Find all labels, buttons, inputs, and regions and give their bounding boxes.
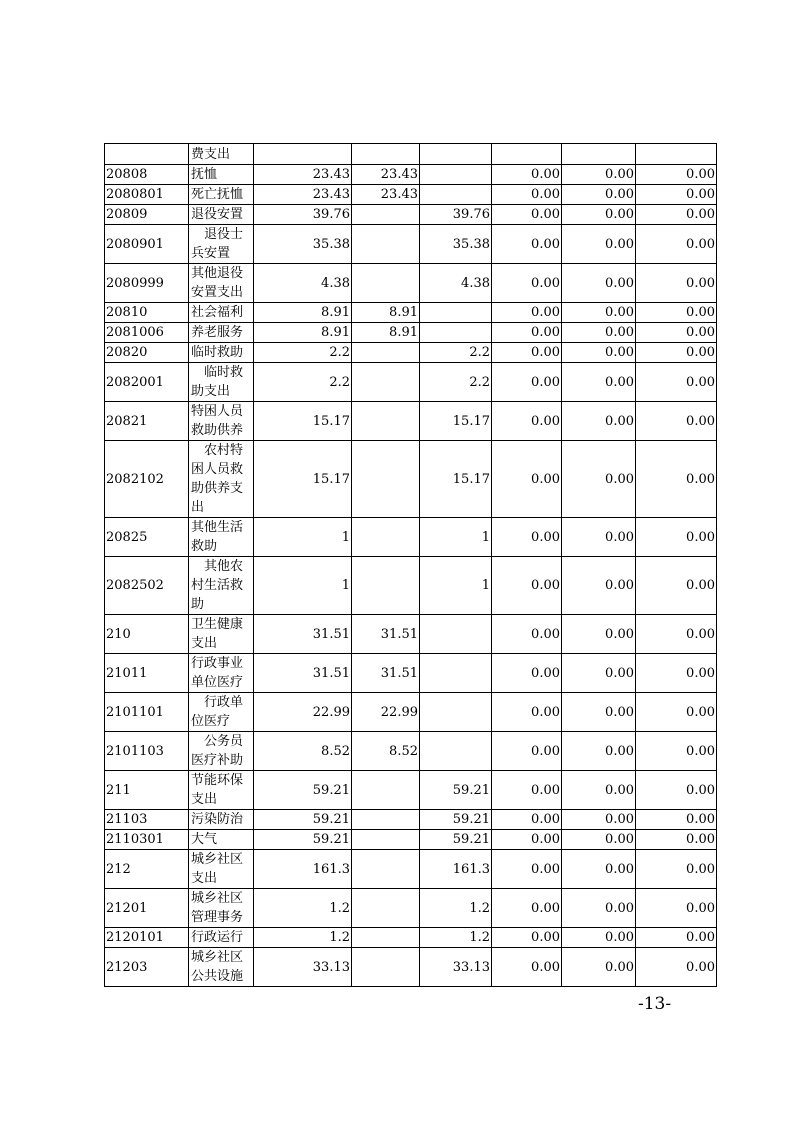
cell-col7: 0.00 bbox=[636, 363, 717, 402]
cell-basic bbox=[352, 264, 420, 303]
cell-code: 210 bbox=[105, 615, 189, 654]
cell-code: 21201 bbox=[105, 889, 189, 928]
cell-col5: 0.00 bbox=[492, 264, 562, 303]
cell-total: 2.2 bbox=[254, 343, 352, 363]
cell-total: 8.91 bbox=[254, 323, 352, 343]
cell-col5: 0.00 bbox=[492, 693, 562, 732]
cell-basic: 8.91 bbox=[352, 303, 420, 323]
cell-col6: 0.00 bbox=[562, 363, 636, 402]
cell-basic bbox=[352, 225, 420, 264]
cell-col7: 0.00 bbox=[636, 830, 717, 850]
cell-name: 退役安置 bbox=[189, 205, 254, 225]
cell-col7: 0.00 bbox=[636, 557, 717, 615]
cell-col5: 0.00 bbox=[492, 363, 562, 402]
cell-total: 22.99 bbox=[254, 693, 352, 732]
cell-col7: 0.00 bbox=[636, 889, 717, 928]
table-row bbox=[105, 165, 717, 185]
cell-code: 20825 bbox=[105, 518, 189, 557]
table-row bbox=[105, 185, 717, 205]
cell-basic bbox=[352, 889, 420, 928]
cell-name: 其他生活救助 bbox=[189, 518, 254, 557]
cell-basic bbox=[352, 363, 420, 402]
cell-col5: 0.00 bbox=[492, 615, 562, 654]
cell-col7: 0.00 bbox=[636, 654, 717, 693]
cell-name: 其他农村生活救助 bbox=[189, 557, 254, 615]
cell-col7: 0.00 bbox=[636, 928, 717, 948]
table-row bbox=[105, 144, 717, 165]
table-row bbox=[105, 323, 717, 343]
cell-project: 59.21 bbox=[420, 810, 492, 830]
cell-basic: 22.99 bbox=[352, 693, 420, 732]
cell-col6: 0.00 bbox=[562, 402, 636, 441]
cell-total: 1.2 bbox=[254, 928, 352, 948]
cell-col5: 0.00 bbox=[492, 165, 562, 185]
cell-name: 死亡抚恤 bbox=[189, 185, 254, 205]
cell-name: 临时救助支出 bbox=[189, 363, 254, 402]
cell-total bbox=[254, 144, 352, 165]
cell-project bbox=[420, 654, 492, 693]
cell-name: 社会福利 bbox=[189, 303, 254, 323]
table-row bbox=[105, 732, 717, 771]
cell-col5: 0.00 bbox=[492, 323, 562, 343]
cell-project bbox=[420, 732, 492, 771]
cell-col6: 0.00 bbox=[562, 205, 636, 225]
cell-col5: 0.00 bbox=[492, 654, 562, 693]
table-row bbox=[105, 654, 717, 693]
cell-col6: 0.00 bbox=[562, 323, 636, 343]
cell-col5: 0.00 bbox=[492, 830, 562, 850]
cell-code: 21103 bbox=[105, 810, 189, 830]
cell-col5: 0.00 bbox=[492, 732, 562, 771]
cell-basic bbox=[352, 928, 420, 948]
cell-col6: 0.00 bbox=[562, 654, 636, 693]
cell-col7: 0.00 bbox=[636, 165, 717, 185]
cell-name: 行政运行 bbox=[189, 928, 254, 948]
cell-project bbox=[420, 185, 492, 205]
cell-name: 污染防治 bbox=[189, 810, 254, 830]
cell-code: 2082102 bbox=[105, 441, 189, 518]
cell-col5: 0.00 bbox=[492, 889, 562, 928]
cell-project: 161.3 bbox=[420, 850, 492, 889]
cell-project: 59.21 bbox=[420, 771, 492, 810]
cell-basic: 8.52 bbox=[352, 732, 420, 771]
cell-col6: 0.00 bbox=[562, 615, 636, 654]
cell-col5: 0.00 bbox=[492, 343, 562, 363]
cell-code: 20809 bbox=[105, 205, 189, 225]
cell-basic bbox=[352, 205, 420, 225]
cell-col5: 0.00 bbox=[492, 810, 562, 830]
table-row bbox=[105, 928, 717, 948]
cell-basic: 8.91 bbox=[352, 323, 420, 343]
cell-col7: 0.00 bbox=[636, 185, 717, 205]
cell-basic bbox=[352, 948, 420, 987]
cell-code: 2082001 bbox=[105, 363, 189, 402]
cell-name: 城乡社区支出 bbox=[189, 850, 254, 889]
cell-col6: 0.00 bbox=[562, 441, 636, 518]
cell-project: 2.2 bbox=[420, 343, 492, 363]
cell-name: 特困人员救助供养 bbox=[189, 402, 254, 441]
page-number: -13- bbox=[638, 994, 672, 1014]
cell-col6: 0.00 bbox=[562, 732, 636, 771]
cell-total: 33.13 bbox=[254, 948, 352, 987]
cell-project: 59.21 bbox=[420, 830, 492, 850]
cell-col7: 0.00 bbox=[636, 323, 717, 343]
cell-code: 21011 bbox=[105, 654, 189, 693]
cell-col7: 0.00 bbox=[636, 441, 717, 518]
cell-total: 59.21 bbox=[254, 830, 352, 850]
table-row bbox=[105, 948, 717, 987]
cell-project: 4.38 bbox=[420, 264, 492, 303]
cell-col7: 0.00 bbox=[636, 810, 717, 830]
cell-col6: 0.00 bbox=[562, 830, 636, 850]
cell-name: 城乡社区公共设施 bbox=[189, 948, 254, 987]
cell-col6: 0.00 bbox=[562, 185, 636, 205]
cell-col6: 0.00 bbox=[562, 225, 636, 264]
cell-name: 行政单位医疗 bbox=[189, 693, 254, 732]
cell-total: 23.43 bbox=[254, 185, 352, 205]
table-row bbox=[105, 850, 717, 889]
cell-col5: 0.00 bbox=[492, 205, 562, 225]
cell-code: 21203 bbox=[105, 948, 189, 987]
cell-code: 2081006 bbox=[105, 323, 189, 343]
cell-basic bbox=[352, 402, 420, 441]
cell-name: 费支出 bbox=[189, 144, 254, 165]
cell-col5: 0.00 bbox=[492, 928, 562, 948]
cell-project: 35.38 bbox=[420, 225, 492, 264]
cell-total: 1 bbox=[254, 557, 352, 615]
cell-name: 其他退役安置支出 bbox=[189, 264, 254, 303]
cell-col6: 0.00 bbox=[562, 303, 636, 323]
cell-col7: 0.00 bbox=[636, 264, 717, 303]
cell-name: 城乡社区管理事务 bbox=[189, 889, 254, 928]
cell-project bbox=[420, 615, 492, 654]
cell-project: 1.2 bbox=[420, 889, 492, 928]
cell-project bbox=[420, 144, 492, 165]
table-row bbox=[105, 205, 717, 225]
cell-basic bbox=[352, 343, 420, 363]
cell-code: 2101101 bbox=[105, 693, 189, 732]
cell-basic bbox=[352, 557, 420, 615]
cell-col6: 0.00 bbox=[562, 343, 636, 363]
cell-col7: 0.00 bbox=[636, 303, 717, 323]
table-row bbox=[105, 771, 717, 810]
cell-col7: 0.00 bbox=[636, 850, 717, 889]
cell-col6: 0.00 bbox=[562, 693, 636, 732]
table-body bbox=[105, 144, 717, 987]
cell-name: 退役士兵安置 bbox=[189, 225, 254, 264]
cell-project bbox=[420, 165, 492, 185]
cell-code: 20808 bbox=[105, 165, 189, 185]
cell-basic bbox=[352, 830, 420, 850]
cell-col7: 0.00 bbox=[636, 225, 717, 264]
cell-name: 农村特困人员救助供养支出 bbox=[189, 441, 254, 518]
cell-project bbox=[420, 303, 492, 323]
cell-basic: 31.51 bbox=[352, 615, 420, 654]
cell-project: 1.2 bbox=[420, 928, 492, 948]
cell-code: 20821 bbox=[105, 402, 189, 441]
cell-col6: 0.00 bbox=[562, 771, 636, 810]
cell-col5 bbox=[492, 144, 562, 165]
cell-name: 临时救助 bbox=[189, 343, 254, 363]
cell-code: 2080801 bbox=[105, 185, 189, 205]
cell-col6: 0.00 bbox=[562, 165, 636, 185]
cell-col7: 0.00 bbox=[636, 732, 717, 771]
cell-total: 8.91 bbox=[254, 303, 352, 323]
cell-project: 1 bbox=[420, 557, 492, 615]
cell-project: 1 bbox=[420, 518, 492, 557]
cell-name: 公务员医疗补助 bbox=[189, 732, 254, 771]
cell-col5: 0.00 bbox=[492, 303, 562, 323]
cell-total: 35.38 bbox=[254, 225, 352, 264]
cell-total: 1.2 bbox=[254, 889, 352, 928]
cell-name: 卫生健康支出 bbox=[189, 615, 254, 654]
cell-code: 212 bbox=[105, 850, 189, 889]
cell-code: 2120101 bbox=[105, 928, 189, 948]
cell-code: 2080901 bbox=[105, 225, 189, 264]
cell-code: 211 bbox=[105, 771, 189, 810]
table-row bbox=[105, 830, 717, 850]
cell-code: 20810 bbox=[105, 303, 189, 323]
cell-col7 bbox=[636, 144, 717, 165]
cell-basic bbox=[352, 144, 420, 165]
cell-total: 1 bbox=[254, 518, 352, 557]
cell-col7: 0.00 bbox=[636, 343, 717, 363]
cell-col6: 0.00 bbox=[562, 928, 636, 948]
cell-col7: 0.00 bbox=[636, 693, 717, 732]
cell-total: 15.17 bbox=[254, 441, 352, 518]
cell-col7: 0.00 bbox=[636, 948, 717, 987]
cell-total: 161.3 bbox=[254, 850, 352, 889]
cell-total: 8.52 bbox=[254, 732, 352, 771]
cell-col6: 0.00 bbox=[562, 518, 636, 557]
table-row bbox=[105, 303, 717, 323]
cell-name: 大气 bbox=[189, 830, 254, 850]
cell-col5: 0.00 bbox=[492, 557, 562, 615]
cell-name: 节能环保支出 bbox=[189, 771, 254, 810]
cell-name: 养老服务 bbox=[189, 323, 254, 343]
cell-code: 2082502 bbox=[105, 557, 189, 615]
table-row bbox=[105, 518, 717, 557]
cell-total: 31.51 bbox=[254, 654, 352, 693]
cell-col5: 0.00 bbox=[492, 948, 562, 987]
cell-project bbox=[420, 693, 492, 732]
cell-col5: 0.00 bbox=[492, 850, 562, 889]
cell-code bbox=[105, 144, 189, 165]
cell-project: 39.76 bbox=[420, 205, 492, 225]
cell-code: 2080999 bbox=[105, 264, 189, 303]
cell-col7: 0.00 bbox=[636, 771, 717, 810]
cell-total: 23.43 bbox=[254, 165, 352, 185]
cell-total: 31.51 bbox=[254, 615, 352, 654]
cell-col7: 0.00 bbox=[636, 402, 717, 441]
cell-col5: 0.00 bbox=[492, 441, 562, 518]
table-row bbox=[105, 441, 717, 518]
cell-col6: 0.00 bbox=[562, 850, 636, 889]
cell-total: 59.21 bbox=[254, 810, 352, 830]
cell-code: 20820 bbox=[105, 343, 189, 363]
cell-project: 2.2 bbox=[420, 363, 492, 402]
table-row bbox=[105, 810, 717, 830]
cell-code: 2110301 bbox=[105, 830, 189, 850]
cell-total: 15.17 bbox=[254, 402, 352, 441]
table-row bbox=[105, 343, 717, 363]
cell-project: 15.17 bbox=[420, 441, 492, 518]
cell-col7: 0.00 bbox=[636, 205, 717, 225]
table-row bbox=[105, 363, 717, 402]
cell-col5: 0.00 bbox=[492, 185, 562, 205]
cell-project: 15.17 bbox=[420, 402, 492, 441]
cell-total: 59.21 bbox=[254, 771, 352, 810]
cell-basic: 23.43 bbox=[352, 165, 420, 185]
budget-table bbox=[104, 143, 717, 987]
cell-col6: 0.00 bbox=[562, 948, 636, 987]
cell-col6 bbox=[562, 144, 636, 165]
cell-col7: 0.00 bbox=[636, 615, 717, 654]
table-row bbox=[105, 889, 717, 928]
cell-basic bbox=[352, 771, 420, 810]
cell-total: 39.76 bbox=[254, 205, 352, 225]
cell-code: 2101103 bbox=[105, 732, 189, 771]
cell-basic bbox=[352, 850, 420, 889]
cell-col7: 0.00 bbox=[636, 518, 717, 557]
cell-col5: 0.00 bbox=[492, 771, 562, 810]
cell-total: 2.2 bbox=[254, 363, 352, 402]
cell-basic bbox=[352, 810, 420, 830]
cell-col6: 0.00 bbox=[562, 557, 636, 615]
cell-col5: 0.00 bbox=[492, 518, 562, 557]
table-row bbox=[105, 557, 717, 615]
cell-project bbox=[420, 323, 492, 343]
table-row bbox=[105, 264, 717, 303]
table-row bbox=[105, 225, 717, 264]
table-row bbox=[105, 615, 717, 654]
cell-col5: 0.00 bbox=[492, 225, 562, 264]
cell-col6: 0.00 bbox=[562, 889, 636, 928]
cell-basic bbox=[352, 518, 420, 557]
table-row bbox=[105, 402, 717, 441]
cell-basic bbox=[352, 441, 420, 518]
cell-total: 4.38 bbox=[254, 264, 352, 303]
cell-basic: 31.51 bbox=[352, 654, 420, 693]
cell-name: 行政事业单位医疗 bbox=[189, 654, 254, 693]
cell-name: 抚恤 bbox=[189, 165, 254, 185]
table-row bbox=[105, 693, 717, 732]
cell-project: 33.13 bbox=[420, 948, 492, 987]
cell-col6: 0.00 bbox=[562, 264, 636, 303]
cell-basic: 23.43 bbox=[352, 185, 420, 205]
cell-col5: 0.00 bbox=[492, 402, 562, 441]
cell-col6: 0.00 bbox=[562, 810, 636, 830]
